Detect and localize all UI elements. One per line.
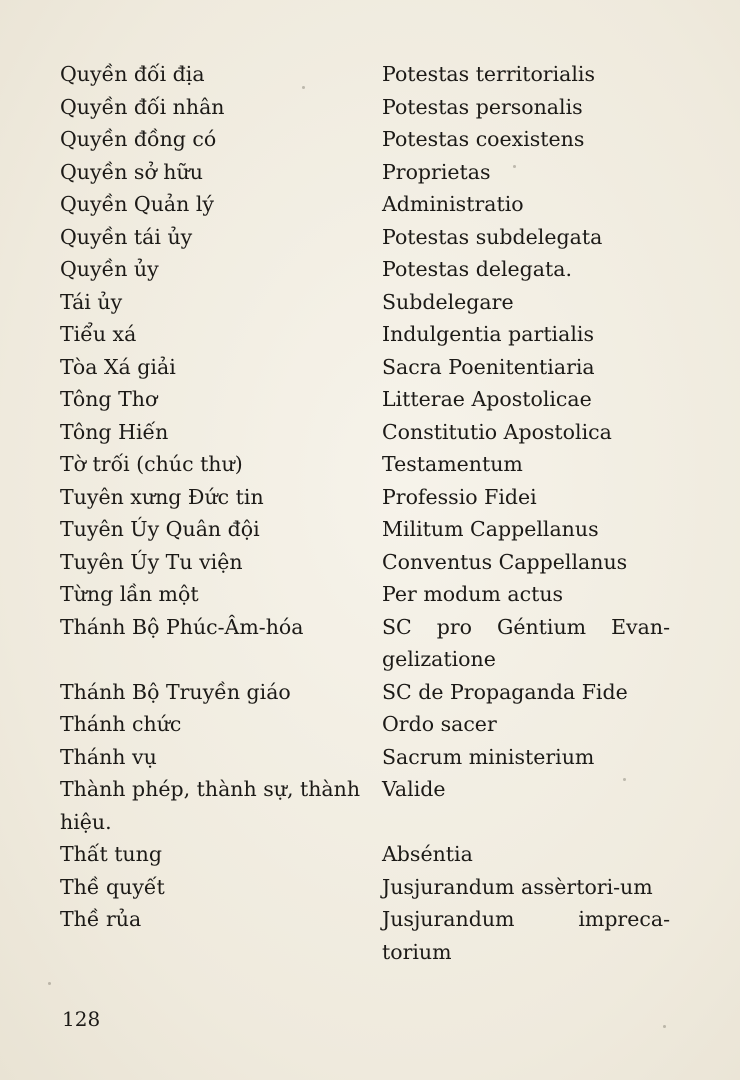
glossary-row xyxy=(60,58,670,91)
paper-speck xyxy=(48,982,51,985)
latin-term: Constitutio Apostolica xyxy=(382,419,612,444)
latin-term: Potestas personalis xyxy=(382,94,583,119)
paper-speck xyxy=(623,778,626,781)
latin-term: Jusjurandum impreca-torium xyxy=(382,907,670,964)
latin-term: Subdelegare xyxy=(382,289,514,314)
glossary-row xyxy=(60,773,670,838)
glossary-row xyxy=(60,91,670,124)
glossary-row xyxy=(60,513,670,546)
vietnamese-term: Tông Hiến xyxy=(60,419,169,444)
latin-term: SC pro Géntium Evan-gelizatione xyxy=(382,614,670,671)
vietnamese-term: Thề quyết xyxy=(60,874,165,899)
vietnamese-term: Quyền đồng có xyxy=(60,127,217,151)
latin-term: Administratio xyxy=(382,192,524,216)
latin-term: Testamentum xyxy=(382,452,523,476)
glossary-row xyxy=(60,741,670,774)
vietnamese-term: Thánh Bộ Phúc-Âm-hóa xyxy=(60,614,304,639)
vietnamese-term: Tiểu xá xyxy=(60,322,137,346)
latin-term: Ordo sacer xyxy=(382,712,497,736)
glossary-row xyxy=(60,578,670,611)
vietnamese-term: Quyền sở hữu xyxy=(60,159,203,184)
latin-term: Sacra Poenitentiaria xyxy=(382,354,595,379)
paper-speck xyxy=(663,1025,666,1028)
glossary-table xyxy=(60,58,670,968)
vietnamese-term: Từng lần một xyxy=(60,582,199,606)
latin-term: Abséntia xyxy=(382,842,473,866)
latin-term: Per modum actus xyxy=(382,582,564,606)
glossary-row xyxy=(60,611,670,676)
vietnamese-term: Quyền tái ủy xyxy=(60,224,193,249)
latin-term: Potestas territorialis xyxy=(382,62,596,86)
glossary-row xyxy=(60,481,670,514)
glossary-row xyxy=(60,903,670,968)
vietnamese-term: Thất tung xyxy=(60,842,162,866)
latin-term: Conventus Cappellanus xyxy=(382,549,628,574)
vietnamese-term: Thánh vụ xyxy=(60,744,157,769)
latin-term: Jusjurandum assèrtori-um xyxy=(382,874,653,899)
glossary-row xyxy=(60,221,670,254)
glossary-row xyxy=(60,416,670,449)
latin-term: Proprietas xyxy=(382,159,491,184)
vietnamese-term: Quyền Quản lý xyxy=(60,192,215,216)
latin-term: Potestas subdelegata xyxy=(382,224,603,249)
latin-term: Valide xyxy=(382,777,446,801)
vietnamese-term: Thánh chức xyxy=(60,712,182,736)
glossary-row xyxy=(60,448,670,481)
vietnamese-term: Tuyên xưng Đức tin xyxy=(60,484,264,509)
vietnamese-term: Thề rủa xyxy=(60,907,142,931)
paper-speck xyxy=(302,86,305,89)
vietnamese-term: Tái ủy xyxy=(60,289,123,314)
vietnamese-term: Quyền ủy xyxy=(60,257,159,281)
vietnamese-term: Thành phép, thành sự, thành hiệu. xyxy=(60,777,361,834)
glossary-row xyxy=(60,383,670,416)
vietnamese-term: Tòa Xá giải xyxy=(60,354,176,379)
latin-term: Litterae Apostolicae xyxy=(382,387,592,411)
latin-term: SC de Propaganda Fide xyxy=(382,679,628,704)
paper-speck xyxy=(513,165,516,168)
glossary-row xyxy=(60,676,670,709)
glossary-row xyxy=(60,871,670,904)
vietnamese-term: Thánh Bộ Truyền giáo xyxy=(60,679,291,704)
vietnamese-term: Quyền đối nhân xyxy=(60,94,225,119)
glossary-row xyxy=(60,318,670,351)
latin-term: Potestas delegata. xyxy=(382,257,572,281)
page-number: 128 xyxy=(62,1007,101,1031)
vietnamese-term: Quyền đối địa xyxy=(60,62,205,86)
vietnamese-term: Tuyên Úy Tu viện xyxy=(60,549,243,574)
glossary-row xyxy=(60,123,670,156)
latin-term: Professio Fidei xyxy=(382,484,537,509)
glossary-row xyxy=(60,188,670,221)
glossary-row xyxy=(60,156,670,189)
glossary-row xyxy=(60,708,670,741)
glossary-row xyxy=(60,286,670,319)
latin-term: Indulgentia partialis xyxy=(382,322,594,346)
latin-term: Militum Cappellanus xyxy=(382,517,599,541)
latin-term: Sacrum ministerium xyxy=(382,744,595,769)
vietnamese-term: Tông Thơ xyxy=(60,387,158,411)
glossary-row xyxy=(60,351,670,384)
glossary-row xyxy=(60,546,670,579)
glossary-row xyxy=(60,838,670,871)
glossary-row xyxy=(60,253,670,286)
vietnamese-term: Tờ trối (chúc thư) xyxy=(60,452,243,476)
latin-term: Potestas coexistens xyxy=(382,127,585,151)
vietnamese-term: Tuyên Úy Quân đội xyxy=(60,517,260,541)
